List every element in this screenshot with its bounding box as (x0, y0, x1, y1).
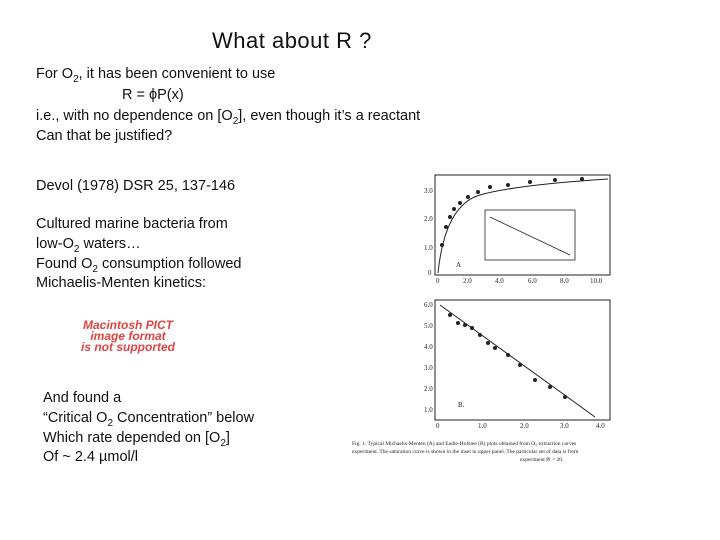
top-ytick: 0 (428, 269, 432, 277)
intro-line-1: For $O_2$, it has been convenient to use (36, 66, 276, 85)
bottom-ytick: 4.0 (424, 343, 433, 351)
intro-line-3: i.e., with no dependence on $[O_2]$, even though it’s a reactant (36, 108, 421, 127)
bottom-xtick: 0 (436, 422, 440, 430)
finding-line-2: “Critical $O_2$ Concentration” below (43, 410, 255, 429)
top-xtick: 6.0 (528, 277, 537, 285)
study-line-4: Michaelis-Menten kinetics: (36, 275, 207, 291)
intro-line-2-equation: R = ϕP(x) (122, 87, 184, 103)
bottom-xtick: 2.0 (520, 422, 529, 430)
panel-b-label: B. (458, 401, 465, 409)
study-line-3: Found $O_2$ consumption followed (36, 256, 242, 275)
unsupported-image-placeholder: Macintosh PICT image format is not supported (81, 318, 175, 354)
top-xtick: 10.0 (590, 277, 603, 285)
intro-line-4: Can that be justified? (36, 128, 173, 144)
top-ytick: 3.0 (424, 187, 433, 195)
study-line-2: low-$O_2$ waters… (36, 236, 141, 255)
finding-line-1: And found a (43, 390, 122, 406)
bottom-ytick: 5.0 (424, 322, 433, 330)
citation: Devol (1978) DSR 25, 137-146 (36, 178, 236, 194)
top-xtick: 4.0 (495, 277, 504, 285)
figure-caption-line-1: Fig. 1. Typical Michaelis-Menten (A) and Eadie-Hofstee (B) plots obtained from O₂ extraction curves (352, 441, 577, 447)
top-ytick: 1.0 (424, 244, 433, 252)
finding-line-4: Of ~ 2.4 µmol/l (43, 449, 138, 465)
figure-caption-line-2: experiment. The saturation curve is shown in the inset in upper panel. The particular set of data is from (352, 449, 579, 455)
bottom-ytick: 2.0 (424, 385, 433, 393)
bottom-ytick: 1.0 (424, 406, 433, 414)
scanned-figure-michaelis-menten (350, 165, 680, 470)
finding-line-3: Which rate depended on $[O_2]$ (43, 430, 230, 449)
bottom-xtick: 3.0 (560, 422, 569, 430)
panel-a-label: A (456, 261, 462, 269)
bottom-ytick: 6.0 (424, 301, 433, 309)
figure-caption-line-3: experiment Pl = 20. (520, 457, 564, 463)
top-xtick: 8.0 (560, 277, 569, 285)
study-line-1: Cultured marine bacteria from (36, 216, 228, 232)
top-xtick: 2.0 (463, 277, 472, 285)
bottom-xtick: 4.0 (596, 422, 605, 430)
bottom-xtick: 1.0 (478, 422, 487, 430)
top-ytick: 2.0 (424, 215, 433, 223)
bottom-ytick: 3.0 (424, 364, 433, 372)
top-xtick: 0 (436, 277, 440, 285)
slide-title: What about R ? (212, 28, 372, 53)
